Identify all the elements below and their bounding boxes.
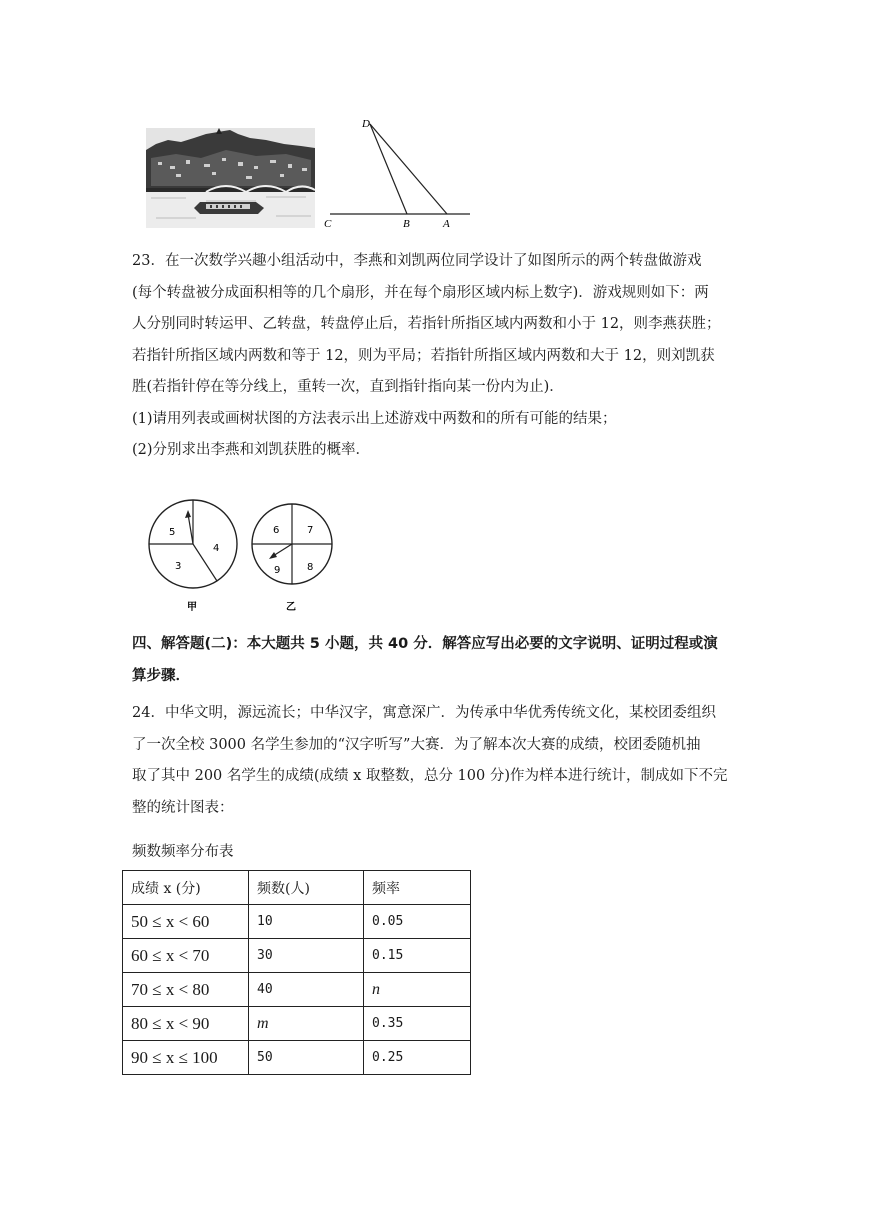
table-header-cell: 频率 (364, 871, 471, 905)
spinner-yi (252, 504, 332, 613)
spinner-jia-value: 4 (213, 543, 220, 554)
q23-line: 胜(若指针停在等分线上，重转一次，直到指针指向某一份内为止)． (132, 379, 564, 395)
table-row (123, 1007, 471, 1041)
section-4-heading (132, 628, 742, 692)
table-row (123, 939, 471, 973)
segment-db (370, 124, 407, 214)
table-title: 频数频率分布表 (132, 844, 234, 860)
table-cell-count: 10 (249, 905, 364, 939)
table-cell-frequency: n (364, 973, 471, 1007)
table-cell-count: m (249, 1007, 364, 1041)
question-23 (132, 246, 742, 467)
q24-line: 取了其中 200 名学生的成绩(成绩 x 取整数，总分 100 分)作为样本进行统计，制成如下不完 (132, 768, 728, 784)
table-cell-count: 50 (249, 1041, 364, 1075)
table-cell-range: 80 ≤ x < 90 (123, 1007, 249, 1041)
section-4-line: 四、解答题(二)：本大题共 5 小题，共 40 分．解答应写出必要的文字说明、证明过程或演 (132, 636, 718, 652)
spinner-jia-value: 3 (175, 561, 182, 572)
q23-line: 若指针所指区域内两数和等于 12，则为平局；若指针所指区域内两数和大于 12，则刘凯获 (132, 347, 715, 364)
table-cell-frequency: 0.25 (364, 1041, 471, 1075)
table-row (123, 905, 471, 939)
table-cell-range: 50 ≤ x < 60 (123, 905, 249, 939)
question-24 (132, 698, 742, 824)
table-cell-count: 40 (249, 973, 364, 1007)
q23-line: (2)分别求出李燕和刘凯获胜的概率． (132, 442, 371, 458)
spinner-jia (149, 500, 237, 613)
q24-line: 整的统计图表： (132, 799, 234, 816)
spinner-yi-value: 9 (274, 565, 281, 576)
label-d: D (362, 118, 370, 130)
table-header-cell: 成绩 x (分) (123, 871, 249, 905)
q24-line: 24．中华文明，源远流长；中华汉字，寓意深广．为传承中华优秀传统文化，某校团委组织 (132, 705, 716, 721)
q23-line: 23．在一次数学兴趣小组活动中，李燕和刘凯两位同学设计了如图所示的两个转盘做游戏 (132, 253, 702, 269)
label-b: B (403, 218, 410, 230)
table-cell-range: 90 ≤ x ≤ 100 (123, 1041, 249, 1075)
photo-illustration (146, 128, 315, 228)
spinner-jia-label: 甲 (187, 602, 197, 613)
spinner-yi-value: 6 (273, 525, 280, 536)
spinner-jia-value: 5 (169, 527, 176, 538)
table-row (123, 973, 471, 1007)
table-header-row (123, 871, 471, 905)
spinner-yi-pointer (273, 544, 292, 556)
table-cell-frequency: 0.05 (364, 905, 471, 939)
spinner-yi-label: 乙 (286, 602, 296, 613)
triangle-diagram (320, 110, 480, 232)
spinner-yi-value: 8 (307, 562, 314, 573)
table-cell-range: 70 ≤ x < 80 (123, 973, 249, 1007)
table-cell-range: 60 ≤ x < 70 (123, 939, 249, 973)
q24-line: 了一次全校 3000 名学生参加的“汉字听写”大赛．为了解本次大赛的成绩，校团委随机抽 (132, 736, 701, 753)
label-c: C (324, 218, 332, 230)
table-row (123, 1041, 471, 1075)
spinner-yi-value: 7 (307, 525, 314, 536)
section-4-line: 算步骤． (132, 668, 190, 684)
segment-da (370, 124, 447, 214)
table-cell-frequency: 0.15 (364, 939, 471, 973)
table-cell-frequency: 0.35 (364, 1007, 471, 1041)
table-cell-count: 30 (249, 939, 364, 973)
river-city-photo (146, 128, 315, 228)
q23-line: 人分别同时转运甲、乙转盘，转盘停止后，若指针所指区域内两数和小于 12，则李燕获胜； (132, 316, 721, 332)
spinner-jia-pointer (188, 514, 193, 544)
q23-line: (每个转盘被分成面积相等的几个扇形，并在每个扇形区域内标上数字)．游戏规则如下：两 (132, 284, 709, 301)
arrow-icon (185, 510, 191, 518)
label-a: A (443, 218, 450, 230)
frequency-table (122, 870, 471, 1075)
table-header-cell: 频数(人) (249, 871, 364, 905)
arrow-icon (269, 552, 277, 559)
q23-line: (1)请用列表或画树状图的方法表示出上述游戏中两数和的所有可能的结果； (132, 410, 617, 427)
spinner-diagrams (140, 498, 340, 614)
